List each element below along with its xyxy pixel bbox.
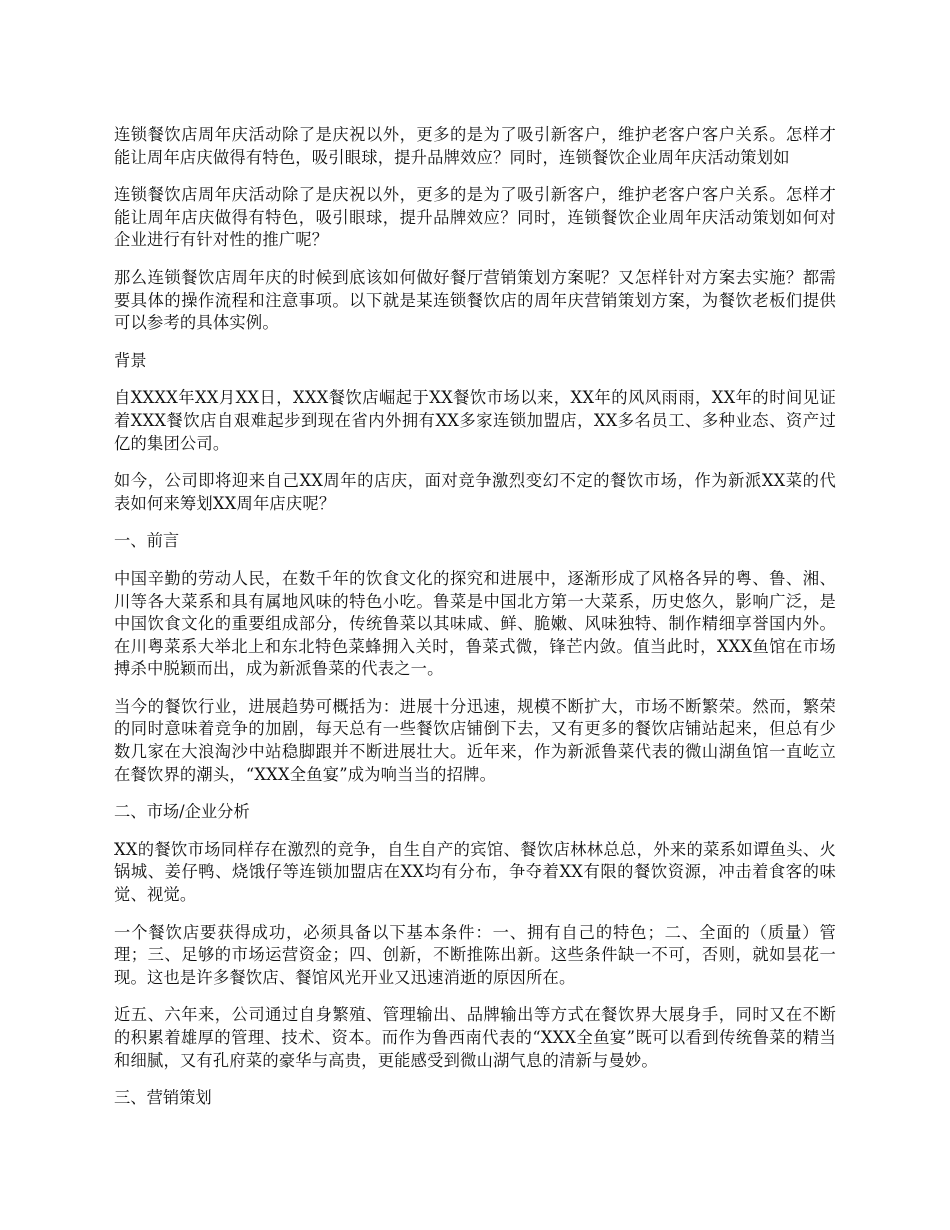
document-body: [114, 124, 836, 1125]
preface-paragraph-2: 当今的餐饮行业，进展趋势可概括为：进展十分迅速，规模不断扩大，市场不断繁荣。然而，繁荣的同时意味着竞争的加剧，每天总有一些餐饮店铺倒下去，又有更多的餐饮店铺站起来，但总有少数几家在大浪淘沙中站稳脚跟并不断进展壮大。近年来，作为新派鲁菜代表的微山湖鱼馆一直屹立在餐饮界的潮头，“XXX全鱼宴”成为响当当的招牌。: [114, 696, 836, 784]
section-heading-marketing-plan: 三、营销策划: [114, 1088, 212, 1108]
market-paragraph-1: XX的餐饮市场同样存在激烈的竞争，自生自产的宾馆、餐饮店林林总总，外来的菜系如谭鱼头、火锅城、姜仔鸭、烧饿仔等连锁加盟店在XX均有分布，争夺着XX有限的餐饮资源，冲击着食客的味觉、视觉。: [114, 839, 836, 905]
intro-paragraph-1: 连锁餐饮店周年庆活动除了是庆祝以外，更多的是为了吸引新客户，维护老客户客户关系。怎样才能让周年店庆做得有特色，吸引眼球，提升品牌效应？同时，连锁餐饮企业周年庆活动策划如: [114, 125, 836, 167]
market-paragraph-3: 近五、六年来，公司通过自身繁殖、管理输出、品牌输出等方式在餐饮界大展身手，同时又在不断的积累着雄厚的管理、技术、资本。而作为鲁西南代表的“XXX全鱼宴”既可以看到传统鲁菜的精当和细腻，又有孔府菜的豪华与高贵，更能感受到微山湖气息的清新与曼妙。: [114, 1005, 836, 1070]
preface-paragraph-1: 中国辛勤的劳动人民，在数千年的饮食文化的探究和进展中，逐渐形成了风格各异的粤、鲁、湘、川等各大菜系和具有属地风味的特色小吃。鲁菜是中国北方第一大菜系，历史悠久，影响广泛，是中国饮食文化的重要组成部分，传统鲁菜以其味咸、鲜、脆嫩、风味独特、制作精细享誉国内外。在川粤菜系大举北上和东北特色菜蜂拥入关时，鲁菜式微，锋芒内敛。值当此时，XXX鱼馆在市场搏杀中脱颖而出，成为新派鲁菜的代表之一。: [114, 568, 836, 679]
section-heading-market-analysis: 二、市场/企业分析: [114, 802, 250, 822]
section-heading-background: 背景: [114, 350, 147, 370]
section-heading-preface: 一、前言: [114, 531, 180, 551]
market-paragraph-2: 一个餐饮店要获得成功，必须具备以下基本条件：一、拥有自己的特色；二、全面的（质量）管理；三、足够的市场运营资金；四、创新，不断推陈出新。这些条件缺一不可，否则，就如昙花一现。这也是许多餐饮店、餐馆风光开业又迅速消逝的原因所在。: [114, 922, 836, 987]
intro-paragraph-2: 连锁餐饮店周年庆活动除了是庆祝以外，更多的是为了吸引新客户，维护老客户客户关系。怎样才能让周年店庆做得有特色，吸引眼球，提升品牌效应？同时，连锁餐饮企业周年庆活动策划如何对企业进行有针对性的推广呢？: [114, 185, 836, 250]
background-paragraph-2: 如今，公司即将迎来自己XX周年的店庆，面对竞争激烈变幻不定的餐饮市场，作为新派XX菜的代表如何来筹划XX周年店庆呢？: [114, 471, 836, 513]
intro-paragraph-3: 那么连锁餐饮店周年庆的时候到底该如何做好餐厅营销策划方案呢？又怎样针对方案去实施？都需要具体的操作流程和注意事项。以下就是某连锁餐饮店的周年庆营销策划方案，为餐饮老板们提供可以参考的具体实例。: [114, 267, 836, 333]
background-paragraph-1: 自XXXX年XX月XX日，XXX餐饮店崛起于XX餐饮市场以来，XX年的风风雨雨，XX年的时间见证着XXX餐饮店自艰难起步到现在省内外拥有XX多家连锁加盟店，XX多名员工、多种业态、资产过亿的集团公司。: [114, 388, 836, 453]
